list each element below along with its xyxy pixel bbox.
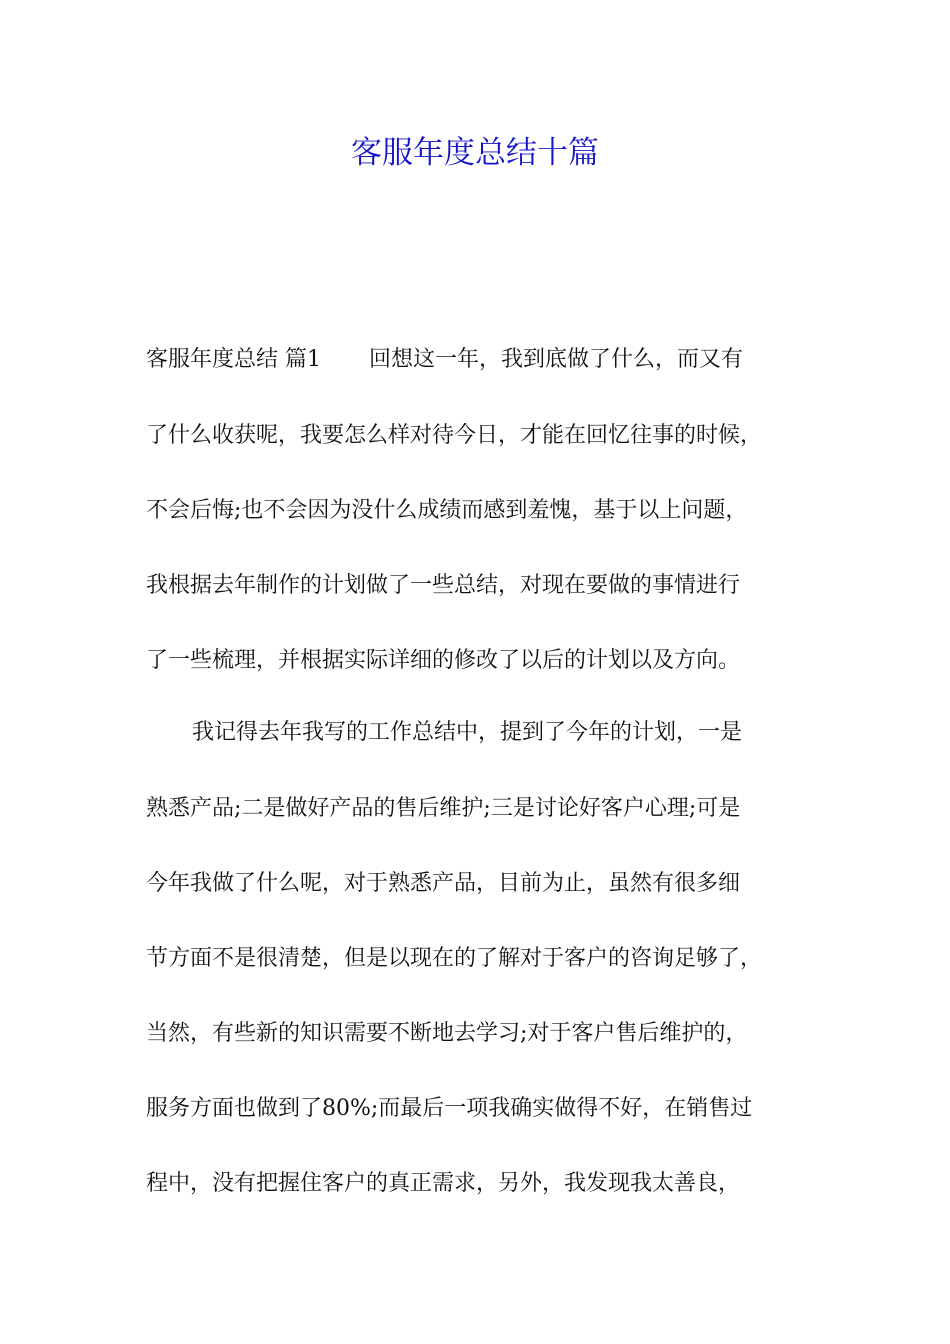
paragraph-line: 节方面不是很清楚，但是以现在的了解对于客户的咨询足够了， <box>146 946 763 971</box>
paragraph-line-indented: 我记得去年我写的工作总结中，提到了今年的计划，一是 <box>192 720 743 745</box>
section-heading: 客服年度总结 篇1 <box>146 347 321 372</box>
paragraph-line: 我根据去年制作的计划做了一些总结，对现在要做的事情进行 <box>146 573 741 598</box>
paragraph-line: 了什么收获呢，我要怎么样对待今日，才能在回忆往事的时候， <box>146 423 763 448</box>
paragraph-line: 今年我做了什么呢，对于熟悉产品，目前为止，虽然有很多细 <box>146 871 741 896</box>
paragraph-line: 不会后悔;也不会因为没什么成绩而感到羞愧，基于以上问题， <box>146 498 748 523</box>
paragraph-line-text: 回想这一年，我到底做了什么，而又有 <box>369 347 744 372</box>
paragraph-line: 当然，有些新的知识需要不断地去学习;对于客户售后维护的， <box>146 1021 748 1046</box>
document-title: 客服年度总结十篇 <box>351 135 599 171</box>
paragraph-line: 熟悉产品;二是做好产品的售后维护;三是讨论好客户心理;可是 <box>146 796 741 821</box>
paragraph-line: 程中，没有把握住客户的真正需求，另外，我发现我太善良， <box>146 1171 741 1196</box>
paragraph-line: 了一些梳理，并根据实际详细的修改了以后的计划以及方向。 <box>146 648 741 673</box>
paragraph-line: 服务方面也做到了80%;而最后一项我确实做得不好，在销售过 <box>146 1096 753 1121</box>
paragraph-line-first <box>146 343 826 377</box>
